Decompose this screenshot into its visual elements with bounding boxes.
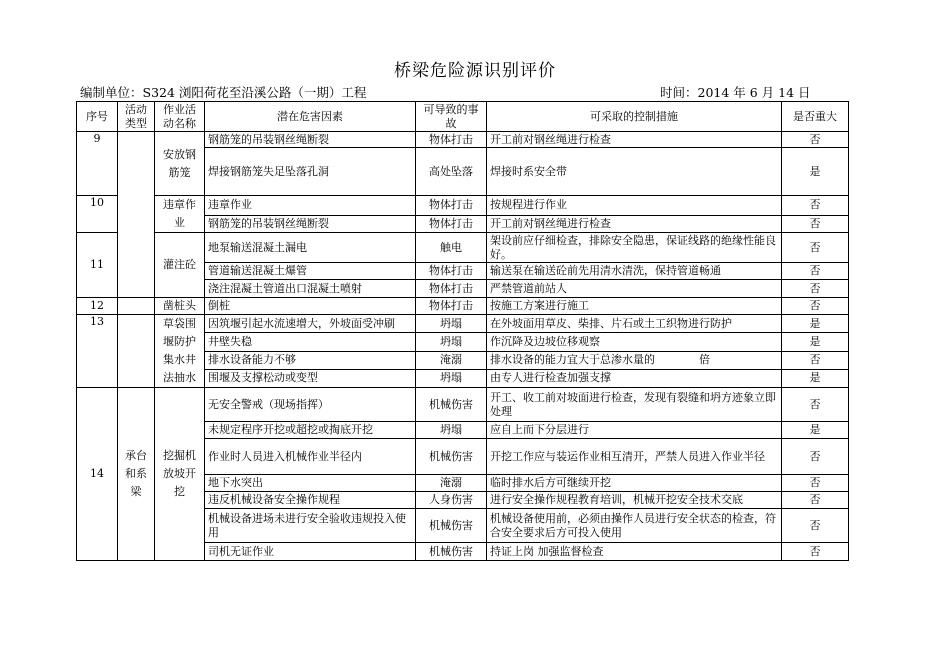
- measure-cell: 开工、收工前对坡面进行检查，发现有裂缝和坍方迹象立即处理: [487, 388, 782, 422]
- major-cell: 否: [782, 492, 849, 509]
- hazard-cell: 钢筋笼的吊装钢丝绳断裂: [205, 132, 416, 148]
- measure-cell: 进行安全操作规程教育培训，机械开挖安全技术交底: [487, 492, 782, 509]
- table-row: [77, 388, 849, 422]
- hazard-cell: 作业时人员进入机械作业半径内: [205, 439, 416, 475]
- accident-cell: 坍塌: [416, 422, 487, 439]
- activity-type: 承台和系梁: [118, 388, 155, 561]
- activity-type-cell: [118, 132, 155, 298]
- accident-cell: 物体打击: [416, 132, 487, 148]
- header-row: [77, 102, 849, 132]
- measure-cell: 架设前应仔细检查，排除安全隐患，保证线路的绝缘性能良好。: [487, 233, 782, 263]
- measure-cell: 应自上而下分层进行: [487, 422, 782, 439]
- measure-cell: 焊接时系安全带: [487, 148, 782, 196]
- activity-type-cell: [118, 315, 155, 388]
- row-number: 9: [77, 132, 118, 196]
- measure-cell: 持证上岗 加强监督检查: [487, 543, 782, 561]
- row-number: 12: [77, 298, 118, 315]
- activity-name: 草袋围堰防护集水井法抽水: [155, 315, 205, 388]
- hazard-cell: 未规定程序开挖或超挖或掏底开挖: [205, 422, 416, 439]
- measure-cell: 在外坡面用草皮、柴排、片石或土工织物进行防护: [487, 315, 782, 333]
- row-number: 11: [77, 233, 118, 298]
- major-cell: 是: [782, 422, 849, 439]
- activity-type-cell: [118, 298, 155, 315]
- measure-cell: 临时排水后方可继续开挖: [487, 475, 782, 492]
- col-header-hazard: 潜在危害因素: [205, 102, 416, 132]
- hazard-cell: 排水设备能力不够: [205, 351, 416, 369]
- measure-cell: 开挖工作应与装运作业相互清开，严禁人员进入作业半径: [487, 439, 782, 475]
- major-cell: 否: [782, 280, 849, 298]
- activity-name: 挖掘机放坡开挖: [155, 388, 205, 561]
- major-cell: 否: [782, 215, 849, 232]
- row-number: 14: [77, 388, 118, 561]
- document-date: 时间：2014 年 6 月 14 日: [660, 85, 811, 100]
- measure-cell: 排水设备的能力宜大于总渗水量的 倍: [487, 351, 782, 369]
- accident-cell: 坍塌: [416, 369, 487, 387]
- major-cell: 否: [782, 298, 849, 315]
- measure-cell: 由专人进行检查加强支撑: [487, 369, 782, 387]
- hazard-cell: 违章作业: [205, 196, 416, 216]
- hazard-cell: 因筑堰引起水流速增大，外坡面受冲刷: [205, 315, 416, 333]
- col-header-name: 作业活动名称: [155, 102, 205, 132]
- accident-cell: 人身伤害: [416, 492, 487, 509]
- hazard-cell: 地下水突出: [205, 475, 416, 492]
- table-row: [77, 196, 849, 216]
- accident-cell: 物体打击: [416, 215, 487, 232]
- measure-cell: 作沉降及边坡位移观察: [487, 333, 782, 351]
- row-number: 10: [77, 196, 118, 233]
- major-cell: 否: [782, 388, 849, 422]
- hazard-cell: 违反机械设备安全操作规程: [205, 492, 416, 509]
- hazard-cell: 钢筋笼的吊装钢丝绳断裂: [205, 215, 416, 232]
- major-cell: 否: [782, 475, 849, 492]
- col-header-no: 序号: [77, 102, 118, 132]
- col-header-accident: 可导致的事故: [416, 102, 487, 132]
- hazard-table: [76, 101, 849, 561]
- accident-cell: 机械伤害: [416, 509, 487, 543]
- hazard-cell: 管道输送混凝土爆管: [205, 263, 416, 280]
- activity-name: 灌注砼: [155, 233, 205, 298]
- measure-cell: 按规程进行作业: [487, 196, 782, 216]
- measure-cell: 按施工方案进行施工: [487, 298, 782, 315]
- table-row: [77, 132, 849, 148]
- major-cell: 否: [782, 509, 849, 543]
- document-title: 桥梁危险源识别评价: [394, 61, 556, 81]
- col-header-type: 活动类型: [118, 102, 155, 132]
- major-cell: 否: [782, 543, 849, 561]
- accident-cell: 坍塌: [416, 315, 487, 333]
- major-cell: 是: [782, 148, 849, 196]
- accident-cell: 物体打击: [416, 280, 487, 298]
- accident-cell: 物体打击: [416, 263, 487, 280]
- accident-cell: 坍塌: [416, 333, 487, 351]
- measure-cell: 机械设备使用前，必须由操作人员进行安全状态的检查，符合安全要求后方可投入使用: [487, 509, 782, 543]
- major-cell: 是: [782, 315, 849, 333]
- compiling-unit: 编制单位：S324 浏阳荷花至沿溪公路（一期）工程: [80, 85, 367, 100]
- col-header-major: 是否重大: [782, 102, 849, 132]
- major-cell: 否: [782, 132, 849, 148]
- major-cell: 否: [782, 233, 849, 263]
- major-cell: 否: [782, 263, 849, 280]
- measure-cell: 开工前对钢丝绳进行检查: [487, 215, 782, 232]
- accident-cell: 淹溺: [416, 351, 487, 369]
- accident-cell: 机械伤害: [416, 439, 487, 475]
- row-number: 13: [77, 315, 118, 388]
- accident-cell: 物体打击: [416, 298, 487, 315]
- accident-cell: 机械伤害: [416, 543, 487, 561]
- table-row: [77, 315, 849, 333]
- major-cell: 否: [782, 196, 849, 216]
- hazard-cell: 机械设备进场未进行安全验收违规投入使用: [205, 509, 416, 543]
- accident-cell: 触电: [416, 233, 487, 263]
- measure-cell: 开工前对钢丝绳进行检查: [487, 132, 782, 148]
- accident-cell: 物体打击: [416, 196, 487, 216]
- activity-name: 安放钢筋笼: [155, 132, 205, 196]
- hazard-cell: 倒桩: [205, 298, 416, 315]
- activity-name: 凿桩头: [155, 298, 205, 315]
- major-cell: 否: [782, 351, 849, 369]
- accident-cell: 机械伤害: [416, 388, 487, 422]
- measure-cell: 输送泵在输送砼前先用清水清洗，保持管道畅通: [487, 263, 782, 280]
- hazard-cell: 浇注混凝土管道出口混凝土喷射: [205, 280, 416, 298]
- hazard-cell: 地泵输送混凝土漏电: [205, 233, 416, 263]
- major-cell: 否: [782, 439, 849, 475]
- major-cell: 是: [782, 369, 849, 387]
- activity-name: 违章作业: [155, 196, 205, 233]
- hazard-cell: 无安全警戒（现场指挥）: [205, 388, 416, 422]
- col-header-measure: 可采取的控制措施: [487, 102, 782, 132]
- accident-cell: 淹溺: [416, 475, 487, 492]
- hazard-cell: 司机无证作业: [205, 543, 416, 561]
- hazard-cell: 井壁失稳: [205, 333, 416, 351]
- measure-cell: 严禁管道前站人: [487, 280, 782, 298]
- accident-cell: 高处坠落: [416, 148, 487, 196]
- table-row: [77, 298, 849, 315]
- hazard-cell: 围堰及支撑松动或变型: [205, 369, 416, 387]
- table-row: [77, 233, 849, 263]
- major-cell: 是: [782, 333, 849, 351]
- hazard-cell: 焊接钢筋笼失足坠落孔洞: [205, 148, 416, 196]
